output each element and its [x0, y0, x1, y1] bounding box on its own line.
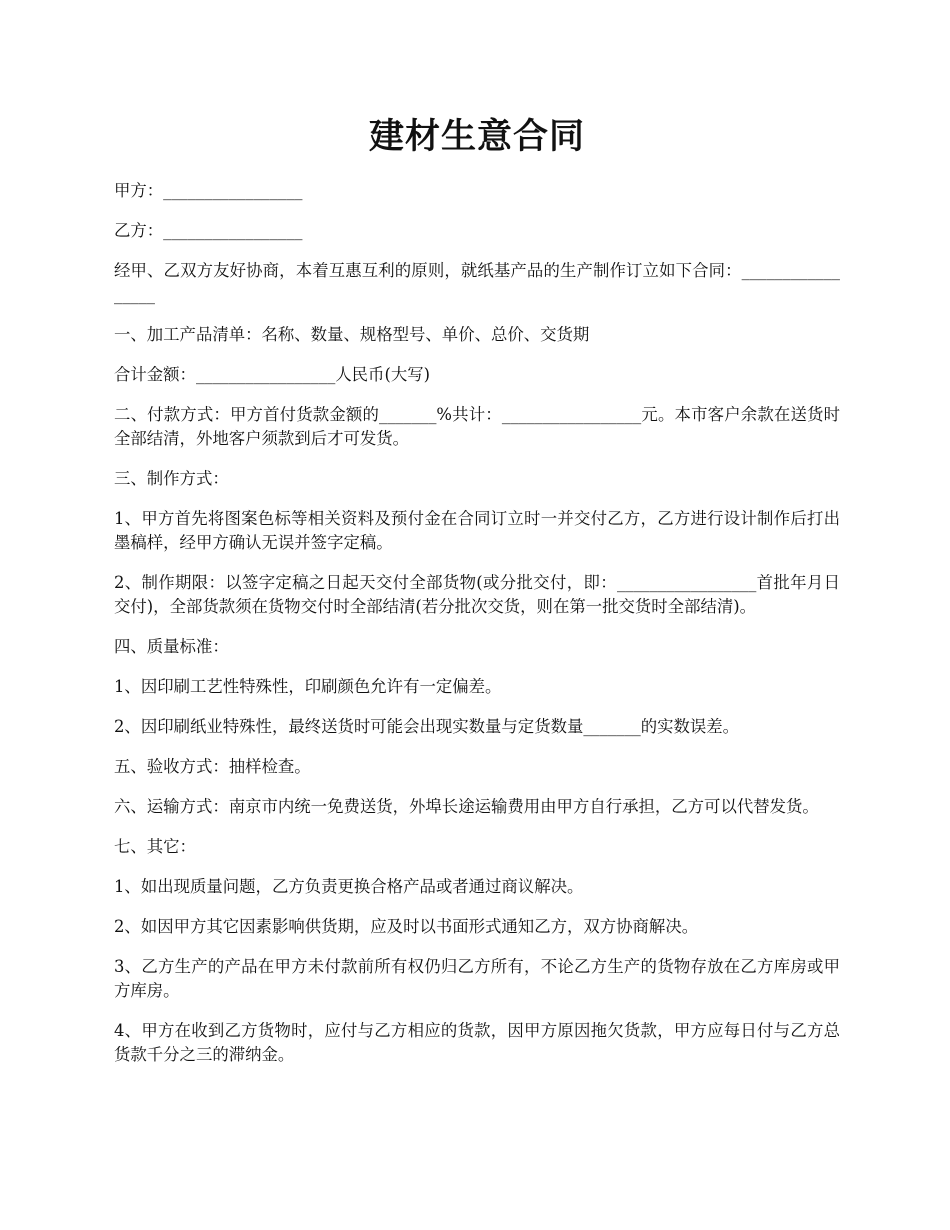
party-b-line: 乙方：_________________ [114, 221, 303, 240]
section-7-heading: 七、其它： [114, 837, 196, 856]
section-4-item-2: 2、因印刷纸业特殊性，最终送货时可能会出现实数量与定货数量_______的实数误差。 [114, 717, 740, 736]
section-4-item-1: 1、因印刷工艺性特殊性，印刷颜色允许有一定偏差。 [114, 677, 502, 696]
total-amount-line: 合计金额：_________________人民币(大写) [114, 365, 431, 384]
party-a-line: 甲方：_________________ [114, 181, 303, 200]
preamble-paragraph: 经甲、乙双方友好协商，本着互惠互利的原则，就纸基产品的生产制作订立如下合同：_________________ [114, 261, 840, 304]
section-2-payment: 二、付款方式：甲方首付货款金额的_______%共计：_________________元。本市客户余款在送货时全部结清，外地客户须款到后才可发货。 [114, 405, 840, 448]
section-3-item-1: 1、甲方首先将图案色标等相关资料及预付金在合同订立时一并交付乙方，乙方进行设计制作后打出墨稿样，经甲方确认无误并签字定稿。 [114, 509, 840, 552]
section-6-transport: 六、运输方式：南京市内统一免费送货，外埠长途运输费用由甲方自行承担，乙方可以代替发货。 [114, 797, 819, 816]
section-1-product-list: 一、加工产品清单：名称、数量、规格型号、单价、总价、交货期 [114, 325, 590, 344]
section-4-heading: 四、质量标准： [114, 637, 229, 656]
document-title: 建材生意合同 [368, 116, 585, 157]
section-7-item-4: 4、甲方在收到乙方货物时，应付与乙方相应的货款，因甲方原因拖欠货款，甲方应每日付与乙方总货款千分之三的滞纳金。 [114, 1021, 840, 1064]
document-body [114, 179, 840, 1083]
section-7-item-3: 3、乙方生产的产品在甲方未付款前所有权仍归乙方所有，不论乙方生产的货物存放在乙方库房或甲方库房。 [114, 957, 840, 1000]
section-7-item-1: 1、如出现质量问题，乙方负责更换合格产品或者通过商议解决。 [114, 877, 584, 896]
section-7-item-2: 2、如因甲方其它因素影响供货期，应及时以书面形式通知乙方，双方协商解决。 [114, 917, 699, 936]
section-3-item-2: 2、制作期限：以签字定稿之日起天交付全部货物(或分批交付，即：_________________首批年月日交付)，全部货款须在货物交付时全部结清(若分批次交货，则在第一批交货时全部结清)。 [114, 573, 840, 616]
section-5-acceptance: 五、验收方式：抽样检查。 [114, 757, 311, 776]
section-3-heading: 三、制作方式： [114, 469, 229, 488]
